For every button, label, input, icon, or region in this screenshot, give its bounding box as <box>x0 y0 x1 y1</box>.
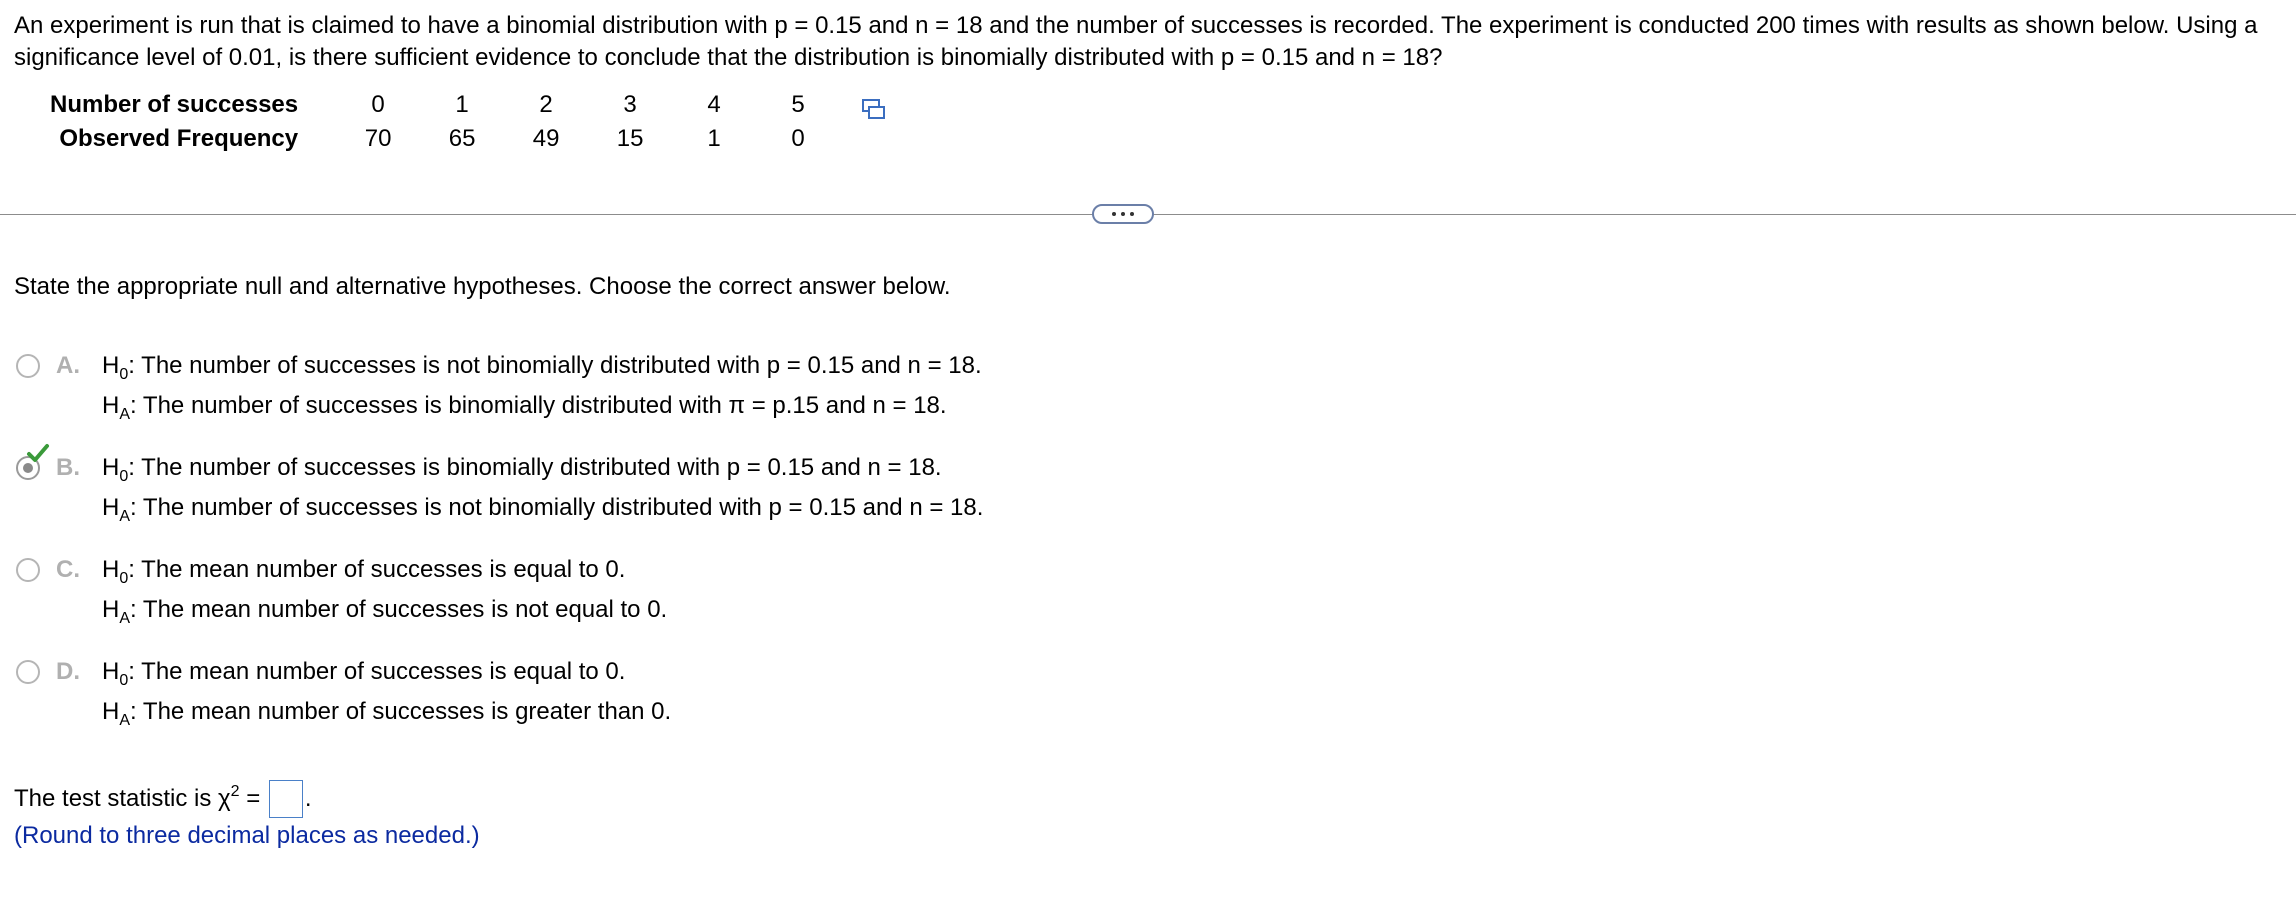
alternative-hypothesis-text: : The mean number of successes is greater than 0. <box>130 698 672 725</box>
null-hypothesis <box>102 448 942 488</box>
expand-more-button[interactable] <box>1092 204 1154 224</box>
hypothesis-subscript: A <box>119 406 131 423</box>
success-count-cell: 4 <box>707 91 721 118</box>
hypothesis-subscript: 0 <box>119 468 129 485</box>
test-statistic-answer-input[interactable] <box>269 780 303 818</box>
hypothesis-subscript: A <box>119 610 131 627</box>
test-statistic-suffix: . <box>304 785 312 812</box>
frequency-cell: 70 <box>364 125 392 152</box>
success-count-cell: 2 <box>539 91 553 118</box>
alternative-hypothesis-text: : The number of successes is not binomially distributed with p = 0.15 and n = 18. <box>130 494 984 521</box>
null-hypothesis <box>102 652 625 692</box>
successes-row-label: Number of successes <box>50 91 299 118</box>
alternative-hypothesis <box>102 692 671 732</box>
hypothesis-symbol: H <box>102 494 120 521</box>
option-letter: A. <box>56 352 80 379</box>
option-d-radio[interactable] <box>16 660 40 684</box>
option-a-radio[interactable] <box>16 354 40 378</box>
test-statistic-line <box>14 780 312 818</box>
hypothesis-symbol: H <box>102 596 120 623</box>
data-table <box>50 88 840 156</box>
frequency-cell: 65 <box>448 125 476 152</box>
rounding-hint: (Round to three decimal places as needed.) <box>14 822 480 849</box>
hypothesis-subscript: A <box>119 712 131 729</box>
hypothesis-symbol: H <box>102 698 120 725</box>
hypothesis-subscript: 0 <box>119 366 129 383</box>
frequency-cell: 1 <box>707 125 721 152</box>
option-letter: C. <box>56 556 80 583</box>
frequency-cell: 49 <box>532 125 560 152</box>
hypothesis-subscript: 0 <box>119 570 129 587</box>
option-letter: B. <box>56 454 80 481</box>
hypothesis-subscript: 0 <box>119 672 129 689</box>
ellipsis-icon <box>1130 212 1134 216</box>
option-c-radio[interactable] <box>16 558 40 582</box>
hypothesis-symbol: H <box>102 352 120 379</box>
chi-square-exponent: 2 <box>230 783 240 800</box>
success-count-cell: 0 <box>371 91 385 118</box>
successes-row <box>50 88 840 122</box>
frequency-row <box>50 122 840 156</box>
success-count-cell: 1 <box>455 91 469 118</box>
checkmark-icon <box>26 442 50 466</box>
null-hypothesis-text: : The mean number of successes is equal to 0. <box>128 556 626 583</box>
test-statistic-prefix: The test statistic is χ <box>14 785 231 812</box>
null-hypothesis-text: : The number of successes is not binomially distributed with p = 0.15 and n = 18. <box>128 352 982 379</box>
success-count-cell: 5 <box>791 91 805 118</box>
ellipsis-icon <box>1121 212 1125 216</box>
alternative-hypothesis-text: : The number of successes is binomially distributed with π = p.15 and n = 18. <box>130 392 947 419</box>
ellipsis-icon <box>1112 212 1116 216</box>
question-prompt: State the appropriate null and alternative hypotheses. Choose the correct answer below. <box>14 273 951 300</box>
hypothesis-subscript: A <box>119 508 131 525</box>
alternative-hypothesis <box>102 590 667 630</box>
option-letter: D. <box>56 658 80 685</box>
alternative-hypothesis-text: : The mean number of successes is not equal to 0. <box>130 596 668 623</box>
hypothesis-symbol: H <box>102 556 120 583</box>
copy-table-icon[interactable] <box>862 98 886 120</box>
frequency-row-label: Observed Frequency <box>59 125 299 152</box>
null-hypothesis-text: : The number of successes is binomially distributed with p = 0.15 and n = 18. <box>128 454 942 481</box>
hypothesis-symbol: H <box>102 392 120 419</box>
question-text: An experiment is run that is claimed to have a binomial distribution with p = 0.15 and n = 18 and the number of successes is recorded. The experiment is conducted 200 times with results as shown below. Using a significance level of 0.01, is there sufficient evidence to conclude that the distribution is binomially distributed with p = 0.15 and n = 18? <box>14 12 2258 71</box>
equals-sign: = <box>239 785 261 812</box>
null-hypothesis <box>102 550 625 590</box>
frequency-cell: 0 <box>791 125 805 152</box>
null-hypothesis-text: : The mean number of successes is equal to 0. <box>128 658 626 685</box>
null-hypothesis <box>102 346 982 386</box>
alternative-hypothesis <box>102 386 947 426</box>
success-count-cell: 3 <box>623 91 637 118</box>
hypothesis-symbol: H <box>102 658 120 685</box>
alternative-hypothesis <box>102 488 983 528</box>
frequency-cell: 15 <box>616 125 644 152</box>
hypothesis-symbol: H <box>102 454 120 481</box>
